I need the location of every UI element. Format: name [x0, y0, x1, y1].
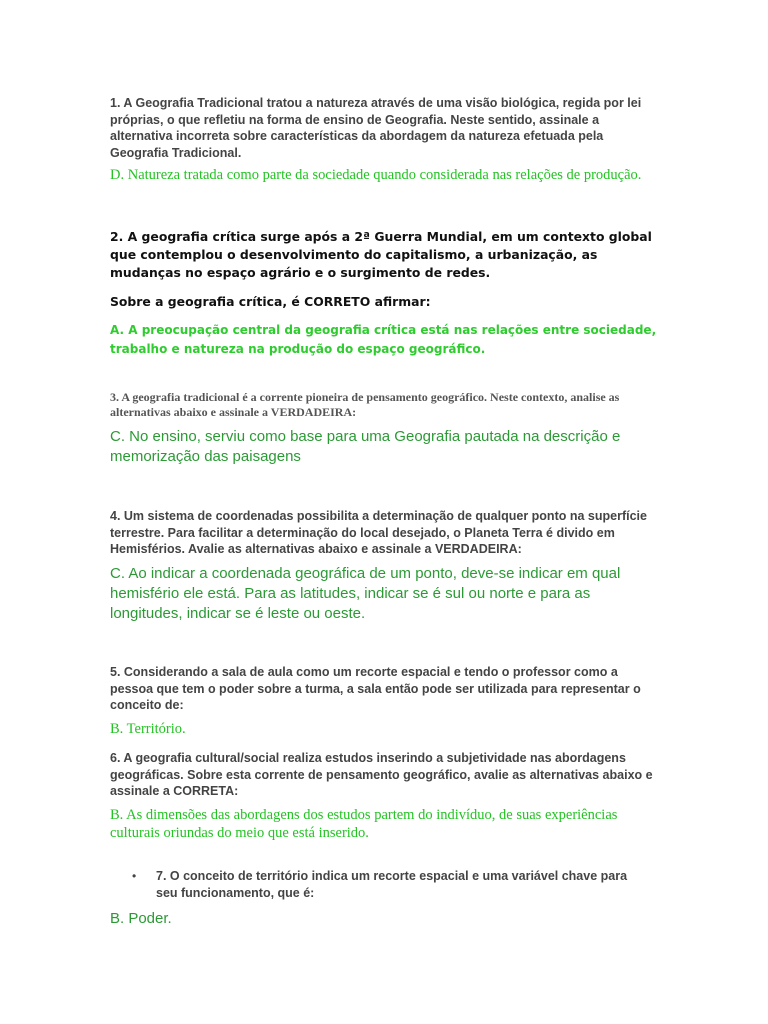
question-1-text: 1. A Geografia Tradicional tratou a natureza através de uma visão biológica, regida por lei próprias, o que refletiu na forma de ensino de Geografia. Neste sentido, assinale a alternativa incorreta sobre características da abordagem da natureza efetuada pela Geografia Tradicional.	[110, 96, 642, 160]
question-7-answer: B. Poder.	[110, 910, 172, 927]
question-4-block	[110, 508, 658, 624]
question-5-answer: B. Território.	[110, 720, 186, 737]
question-7-text: 7. O conceito de território indica um recorte espacial e uma variável chave para seu funcionamento, que é:	[156, 869, 628, 900]
question-2-text: 2. A geografia crítica surge após a 2ª Guerra Mundial, em um contexto global que contemplou o desenvolvimento do capitalismo, a urbanização, as mudanças no espaço agrário e o surgimento de redes.	[110, 229, 652, 280]
question-1-block	[110, 95, 658, 184]
question-1-answer: D. Natureza tratada como parte da sociedade quando considerada nas relações de produção.	[110, 167, 642, 183]
question-7-row	[132, 868, 662, 901]
question-6-block	[110, 750, 658, 842]
bullet-icon: •	[132, 869, 137, 883]
question-3-text: 3. A geografia tradicional é a corrente pioneira de pensamento geográfico. Neste contexto, analise as alternativas abaixo e assinale a VERDADEIRA:	[110, 390, 620, 419]
question-2-answer: A. A preocupação central da geografia crítica está nas relações entre sociedade, trabalho e natureza na produção do espaço geográfico.	[110, 323, 657, 356]
question-6-text: 6. A geografia cultural/social realiza estudos inserindo a subjetividade nas abordagens geográficas. Sobre esta corrente de pensamento geográfico, avalie as alternativas abaixo e assinale a CORRETA:	[110, 751, 653, 798]
question-5-block	[110, 664, 658, 738]
question-4-text: 4. Um sistema de coordenadas possibilita a determinação de qualquer ponto na superfície terrestre. Para facilitar a determinação do local desejado, o Planeta Terra é divido em Hemisférios. Avalie as alternativas abaixo e assinale a VERDADEIRA:	[110, 509, 647, 556]
question-6-answer: B. As dimensões das abordagens dos estudos partem do indivíduo, de suas experiências culturais oriundas do meio que está inserido.	[110, 806, 618, 841]
question-2-prompt: Sobre a geografia crítica, é CORRETO afirmar:	[110, 294, 431, 309]
question-7-answer-block	[110, 909, 658, 929]
question-4-answer: C. Ao indicar a coordenada geográfica de um ponto, deve-se indicar em qual hemisfério ele está. Para as latitudes, indicar se é sul ou norte e para as longitudes, indicar se é leste ou oeste.	[110, 564, 621, 622]
question-5-text: 5. Considerando a sala de aula como um recorte espacial e tendo o professor como a pessoa que tem o poder sobre a turma, a sala então pode ser utilizada para representar o conceito de:	[110, 665, 641, 712]
question-3-block	[110, 390, 658, 467]
question-2-block	[110, 228, 658, 359]
question-3-answer: C. No ensino, serviu como base para uma Geografia pautada na descrição e memorização das paisagens	[110, 428, 621, 465]
